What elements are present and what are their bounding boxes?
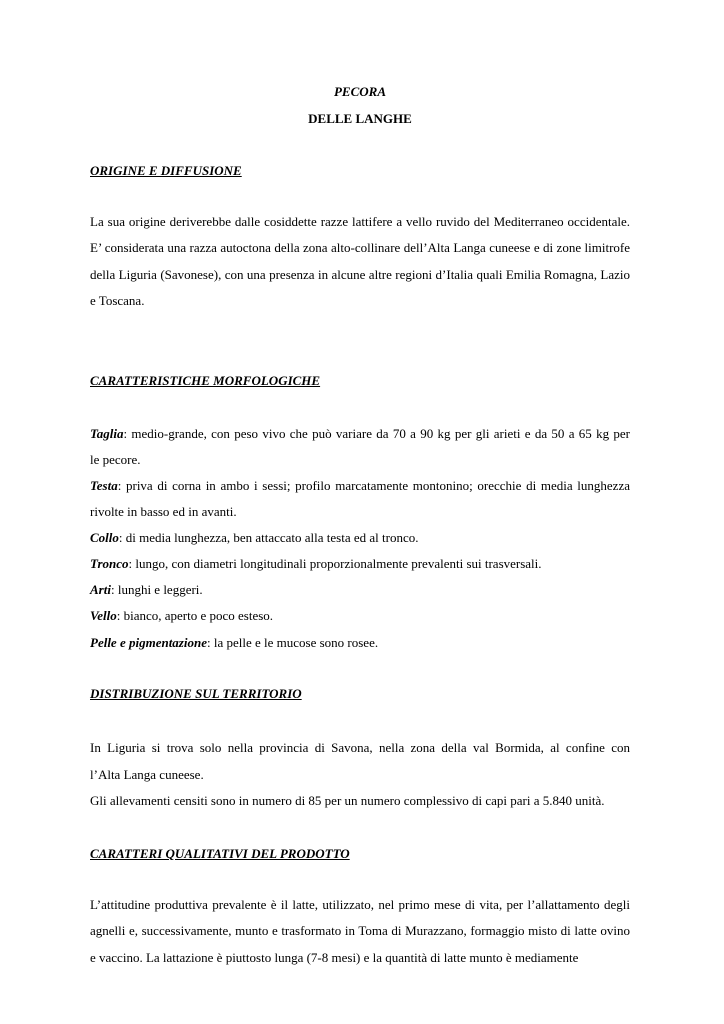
morphology-testa-line [90, 478, 630, 494]
paragraph-origin: La sua origine deriverebbe dalle cosiddette razze lattifere a vello ruvido del Mediterraneo occidentale. E’ considerata una razza autoctona della zona alto-collinare dell’Alta Langa cuneese e di zone limitrofe della Liguria (Savonese), con una presenza in alcune altre regioni d’Italia quali Emilia Romagna, Lazio e Toscana. [90, 214, 630, 308]
term-pelle: Pelle e pigmentazione [90, 635, 207, 650]
document-subtitle: DELLE LANGHE [308, 111, 412, 126]
morphology-testa-continuation: rivolte in basso ed in avanti. [90, 504, 237, 519]
section-heading-origin: ORIGINE E DIFFUSIONE [90, 163, 242, 178]
morphology-collo-line [90, 530, 419, 546]
text-vello: : bianco, aperto e poco esteso. [116, 608, 274, 623]
text-taglia: : medio-grande, con peso vivo che può variare da 70 a 90 kg per gli arieti e da 50 a 65 kg per [123, 426, 630, 441]
morphology-taglia-continuation: le pecore. [90, 452, 141, 467]
paragraph-quality: L’attitudine produttiva prevalente è il latte, utilizzato, nel primo mese di vita, per l’allattamento degli agnelli e, successivamente, munto e trasformato in Toma di Murazzano, formaggio misto di latte ovino e vaccino. La lattazione è piuttosto lunga (7-8 mesi) e la quantità di latte munto è mediamente [90, 897, 630, 965]
morphology-tronco-line [90, 556, 542, 572]
text-collo: : di media lunghezza, ben attaccato alla testa ed al tronco. [118, 530, 419, 545]
section-heading-morphology: CARATTERISTICHE MORFOLOGICHE [90, 373, 321, 388]
term-testa: Testa [90, 478, 118, 493]
text-pelle: : la pelle e le mucose sono rosee. [206, 635, 379, 650]
morphology-arti-line [90, 582, 203, 598]
distribution-line-3: Gli allevamenti censiti sono in numero di 85 per un numero complessivo di capi pari a 5.840 unità. [90, 793, 605, 808]
term-arti: Arti [90, 582, 111, 597]
term-tronco: Tronco [90, 556, 129, 571]
distribution-line-2: l’Alta Langa cuneese. [90, 767, 204, 782]
distribution-line-1: In Liguria si trova solo nella provincia di Savona, nella zona della val Bormida, al confine con [90, 740, 630, 755]
term-taglia: Taglia [90, 426, 124, 441]
term-collo: Collo [90, 530, 119, 545]
section-heading-quality: CARATTERI QUALITATIVI DEL PRODOTTO [90, 846, 350, 861]
document-title: PECORA [333, 84, 386, 99]
morphology-vello-line [90, 608, 273, 624]
text-tronco: : lungo, con diametri longitudinali proporzionalmente prevalenti sui trasversali. [128, 556, 542, 571]
section-heading-distribution: DISTRIBUZIONE SUL TERRITORIO [90, 686, 302, 701]
term-vello: Vello [90, 608, 117, 623]
text-testa: : priva di corna in ambo i sessi; profilo marcatamente montonino; orecchie di media lunghezza [117, 478, 630, 493]
morphology-taglia-line [90, 426, 630, 442]
text-arti: : lunghi e leggeri. [110, 582, 203, 597]
morphology-pelle-line [90, 635, 378, 651]
